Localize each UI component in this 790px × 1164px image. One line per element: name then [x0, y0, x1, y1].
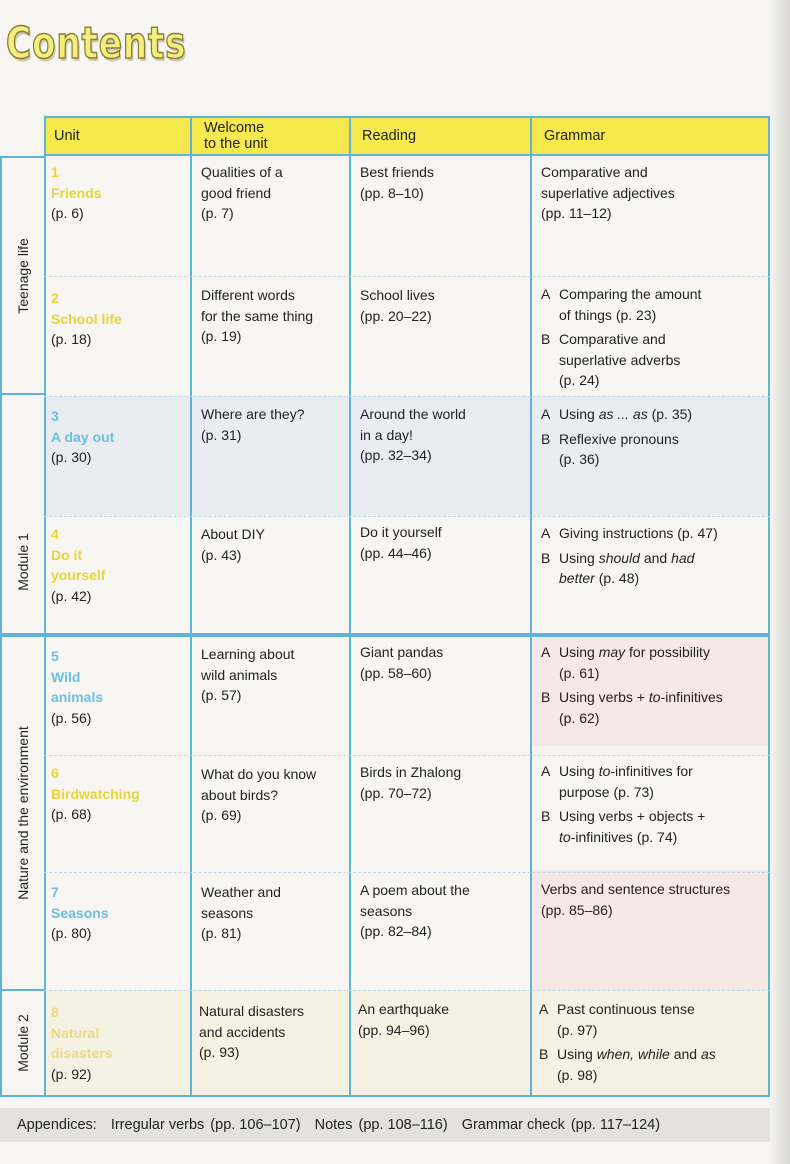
- row-separator: [44, 872, 770, 873]
- reading-title: A poem about the: [360, 882, 470, 898]
- grammar-text-part: Using: [559, 549, 599, 566]
- grammar-text-part: Using: [559, 644, 599, 660]
- grammar-text-part: Using: [559, 406, 599, 422]
- grammar-text-italic: may: [598, 644, 626, 660]
- reading-title: Around the world: [360, 406, 466, 422]
- welcome-text: seasons: [201, 904, 254, 921]
- unit-title: Seasons: [51, 904, 109, 921]
- welcome-page: (p. 93): [199, 1044, 240, 1060]
- welcome-text: Weather and: [201, 884, 281, 900]
- grammar-text-italic: to: [598, 763, 611, 779]
- welcome-text: Qualities of a: [201, 164, 283, 180]
- reading-cell: [358, 999, 449, 1040]
- row-separator: [44, 276, 770, 277]
- reading-cell: [360, 404, 466, 466]
- unit-title: Friends: [51, 184, 102, 201]
- page-title: Contents: [6, 18, 187, 69]
- row-separator: [44, 990, 770, 991]
- welcome-page: (p. 31): [201, 426, 242, 443]
- reading-pages: (pp. 32–34): [360, 447, 432, 463]
- appendix-notes: Notes: [314, 1117, 353, 1133]
- unit-number: 6: [51, 765, 59, 781]
- grammar-cell: [541, 404, 761, 470]
- unit-8-cell: [51, 1002, 112, 1084]
- reading-title: in a day!: [360, 426, 413, 443]
- grammar-text-part: Using: [559, 763, 599, 779]
- grammar-text: [557, 1044, 764, 1065]
- grammar-cell: [541, 642, 766, 728]
- column-divider: [349, 156, 351, 1097]
- welcome-cell: [201, 764, 316, 826]
- column-divider: [530, 156, 532, 1097]
- welcome-page: (p. 81): [201, 925, 242, 941]
- unit-number: 5: [51, 648, 59, 664]
- grammar-text-part: and: [639, 549, 672, 566]
- column-divider: [349, 116, 351, 156]
- grammar-page: (p. 36): [559, 451, 600, 467]
- grammar-page: (p. 24): [559, 372, 600, 388]
- module-label-nature: Nature and the environment: [15, 726, 31, 900]
- grammar-item: [539, 1044, 764, 1085]
- unit-page: (p. 80): [51, 925, 92, 941]
- grammar-text-part: and: [669, 1046, 701, 1062]
- unit-title: Do it: [51, 546, 83, 563]
- module-col-module2: [0, 991, 44, 1097]
- unit-title: disasters: [51, 1045, 113, 1061]
- welcome-cell: [201, 644, 294, 706]
- grammar-text: Comparative and: [559, 331, 666, 347]
- unit-number: 3: [51, 408, 59, 424]
- unit-page: (p. 6): [51, 205, 84, 221]
- unit-number: 4: [51, 526, 59, 542]
- welcome-text: About DIY: [201, 526, 265, 542]
- grammar-letter: B: [541, 549, 551, 566]
- grammar-letter: B: [541, 689, 551, 705]
- grammar-text-part: -infinitives (p. 74): [570, 828, 678, 845]
- grammar-text: [559, 827, 766, 848]
- appendices-bar: [0, 1108, 770, 1142]
- unit-2-cell: [51, 288, 122, 350]
- grammar-item: [541, 806, 766, 847]
- unit-title: Birdwatching: [51, 785, 140, 802]
- reading-cell: [360, 880, 470, 942]
- grammar-cell: [541, 162, 675, 224]
- grammar-letter: A: [541, 644, 551, 660]
- reading-pages: (pp. 58–60): [360, 664, 432, 681]
- grammar-text: of things (p. 23): [559, 306, 657, 323]
- reading-title: Do it yourself: [360, 524, 442, 540]
- welcome-cell: [199, 1001, 304, 1063]
- grammar-text-part: Using: [557, 1046, 597, 1062]
- grammar-letter: A: [541, 763, 551, 779]
- welcome-text: for the same thing: [201, 307, 314, 324]
- row-separator: [44, 755, 770, 756]
- module-col-nature: [0, 635, 44, 991]
- welcome-text: wild animals: [201, 666, 278, 683]
- module-col-teenage: [0, 156, 44, 395]
- grammar-letter: A: [539, 1001, 549, 1017]
- grammar-letter: A: [541, 286, 551, 302]
- grammar-text: Using verbs + objects +: [559, 808, 706, 824]
- grammar-item: [541, 548, 766, 589]
- welcome-cell: [201, 285, 313, 347]
- grammar-text-italic: better: [559, 570, 595, 586]
- unit-6-cell: [51, 763, 140, 825]
- page-edge-shadow: [768, 0, 790, 1164]
- grammar-item: [541, 429, 761, 470]
- reading-title: An earthquake: [358, 1001, 450, 1017]
- reading-pages: (pp. 70–72): [360, 784, 432, 801]
- grammar-text-part: -infinitives for: [610, 763, 693, 779]
- welcome-page: (p. 43): [201, 546, 242, 563]
- grammar-letter: B: [539, 1046, 549, 1062]
- welcome-text: good friend: [201, 184, 272, 201]
- grammar-letter: A: [541, 406, 551, 422]
- reading-pages: (pp. 94–96): [358, 1021, 430, 1038]
- welcome-text: and accidents: [199, 1023, 286, 1040]
- grammar-page: (pp. 85–86): [541, 901, 613, 918]
- grammar-text: [559, 642, 766, 663]
- appendix-notes-pages: (pp. 108–116): [358, 1117, 448, 1133]
- grammar-item: [541, 761, 766, 802]
- unit-number: 1: [51, 164, 59, 180]
- grammar-page: (p. 62): [559, 709, 600, 726]
- unit-page: (p. 18): [51, 331, 92, 347]
- grammar-text: purpose (p. 73): [559, 783, 654, 800]
- grammar-letter: B: [541, 430, 551, 447]
- welcome-cell: [201, 882, 281, 944]
- grammar-text-italic: had: [671, 549, 695, 566]
- grammar-text-italic: to: [559, 828, 571, 845]
- grammar-text-italic: when, while: [596, 1046, 670, 1062]
- column-divider: [190, 116, 192, 156]
- unit-page: (p. 42): [51, 587, 92, 604]
- grammar-item: [541, 329, 761, 391]
- column-divider: [530, 116, 532, 156]
- row-separator: [44, 516, 770, 517]
- grammar-item: [541, 687, 766, 728]
- header-welcome: [204, 118, 268, 154]
- row-separator: [44, 396, 770, 397]
- welcome-text: Where are they?: [201, 406, 305, 422]
- header-reading: Reading: [362, 128, 417, 144]
- unit-number: 8: [51, 1004, 59, 1020]
- welcome-text: Learning about: [201, 646, 295, 662]
- grammar-item: [541, 284, 761, 325]
- reading-title: seasons: [360, 902, 413, 919]
- grammar-text-italic: as: [700, 1046, 716, 1062]
- grammar-letter: B: [541, 331, 551, 347]
- unit-3-cell: [51, 406, 114, 468]
- grammar-text-part: (p. 35): [647, 406, 693, 422]
- appendix-grammar-check: Grammar check: [461, 1117, 565, 1133]
- unit-4-cell: [51, 524, 105, 606]
- grammar-text: [559, 404, 761, 425]
- reading-pages: (pp. 8–10): [360, 184, 424, 201]
- grammar-cell: [539, 999, 764, 1085]
- column-divider: [190, 156, 192, 1097]
- reading-cell: [360, 762, 461, 803]
- welcome-page: (p. 69): [201, 807, 242, 823]
- grammar-cell: [541, 761, 766, 847]
- welcome-text: Different words: [201, 287, 295, 303]
- grammar-text-part: (p. 48): [594, 570, 640, 586]
- reading-cell: [360, 285, 435, 326]
- grammar-text: Giving instructions (p. 47): [559, 525, 718, 541]
- welcome-cell: [201, 404, 305, 445]
- reading-title: Giant pandas: [360, 644, 444, 660]
- grammar-text: Comparing the amount: [559, 286, 702, 302]
- unit-page: (p. 30): [51, 449, 92, 465]
- grammar-cell: [541, 284, 761, 391]
- reading-title: Best friends: [360, 164, 434, 180]
- header-unit: Unit: [54, 128, 80, 144]
- grammar-page: (p. 98): [557, 1066, 598, 1083]
- welcome-cell: [201, 162, 283, 224]
- appendix-grammar-check-pages: (pp. 117–124): [570, 1117, 661, 1133]
- welcome-text: What do you know: [201, 766, 317, 782]
- unit-5-cell: [51, 646, 103, 728]
- grammar-text: Verbs and sentence structures: [541, 881, 731, 897]
- grammar-text: Comparative and: [541, 164, 648, 180]
- grammar-cell: [541, 523, 766, 589]
- unit-1-cell: [51, 162, 102, 224]
- grammar-page: (p. 97): [557, 1021, 598, 1038]
- reading-pages: (pp. 20–22): [360, 307, 432, 324]
- reading-cell: [360, 642, 443, 683]
- module-col-module1: [0, 395, 44, 635]
- unit-title: Natural: [51, 1024, 100, 1041]
- grammar-item: [539, 999, 764, 1040]
- grammar-text-part: -infinitives: [660, 689, 723, 705]
- unit-number: 7: [51, 884, 59, 900]
- grammar-page: (p. 61): [559, 664, 600, 681]
- reading-pages: (pp. 44–46): [360, 544, 432, 561]
- appendices-label: Appendices:: [17, 1117, 97, 1133]
- appendix-irregular-pages: (pp. 106–107): [210, 1117, 301, 1133]
- header-welcome-line2: to the unit: [204, 136, 268, 152]
- grammar-text: [559, 568, 766, 589]
- grammar-text-part: Using verbs +: [559, 689, 649, 705]
- grammar-item: [541, 404, 761, 425]
- grammar-text-italic: to: [648, 689, 661, 705]
- reading-cell: [360, 162, 434, 203]
- unit-page: (p. 68): [51, 806, 92, 822]
- unit-title: School life: [51, 310, 122, 327]
- grammar-text: [559, 687, 766, 708]
- header-grammar: Grammar: [544, 128, 606, 144]
- welcome-text: about birds?: [201, 786, 279, 803]
- module-label-teenage-life: Teenage life: [15, 237, 31, 314]
- module-label-module-1: Module 1: [15, 532, 31, 591]
- grammar-letter: A: [541, 525, 551, 541]
- reading-title: School lives: [360, 287, 435, 303]
- welcome-page: (p. 19): [201, 328, 242, 344]
- reading-title: Birds in Zhalong: [360, 764, 462, 780]
- welcome-page: (p. 7): [201, 205, 234, 221]
- unit-page: (p. 56): [51, 709, 92, 726]
- header-welcome-line1: Welcome: [204, 120, 265, 136]
- grammar-page: (pp. 11–12): [541, 205, 612, 221]
- unit-title: yourself: [51, 567, 106, 583]
- unit-title: Wild: [51, 668, 81, 685]
- grammar-text: superlative adjectives: [541, 184, 675, 201]
- grammar-text-italic: as ... as: [598, 406, 648, 422]
- grammar-text: Reflexive pronouns: [559, 430, 679, 447]
- reading-pages: (pp. 82–84): [360, 923, 432, 939]
- grammar-cell: [541, 879, 766, 920]
- welcome-text: Natural disasters: [199, 1003, 305, 1019]
- grammar-text: [559, 548, 766, 569]
- unit-title: A day out: [51, 428, 115, 445]
- grammar-letter: B: [541, 808, 551, 824]
- unit-title: animals: [51, 689, 104, 705]
- unit-number: 2: [51, 290, 59, 306]
- grammar-item: [541, 642, 766, 683]
- table-header-row: [44, 116, 770, 156]
- reading-cell: [360, 522, 442, 563]
- grammar-text: Past continuous tense: [557, 1001, 695, 1017]
- welcome-cell: [201, 524, 265, 565]
- grammar-text-italic: should: [598, 549, 640, 566]
- unit-page: (p. 92): [51, 1065, 92, 1082]
- module-label-module-2: Module 2: [15, 1014, 31, 1072]
- grammar-text-part: for possibility: [625, 644, 710, 660]
- grammar-text: superlative adverbs: [559, 351, 681, 368]
- appendix-irregular-verbs: Irregular verbs: [110, 1117, 205, 1133]
- grammar-text: [559, 761, 766, 782]
- grammar-item: [541, 523, 766, 544]
- welcome-page: (p. 57): [201, 687, 242, 703]
- unit-7-cell: [51, 882, 109, 944]
